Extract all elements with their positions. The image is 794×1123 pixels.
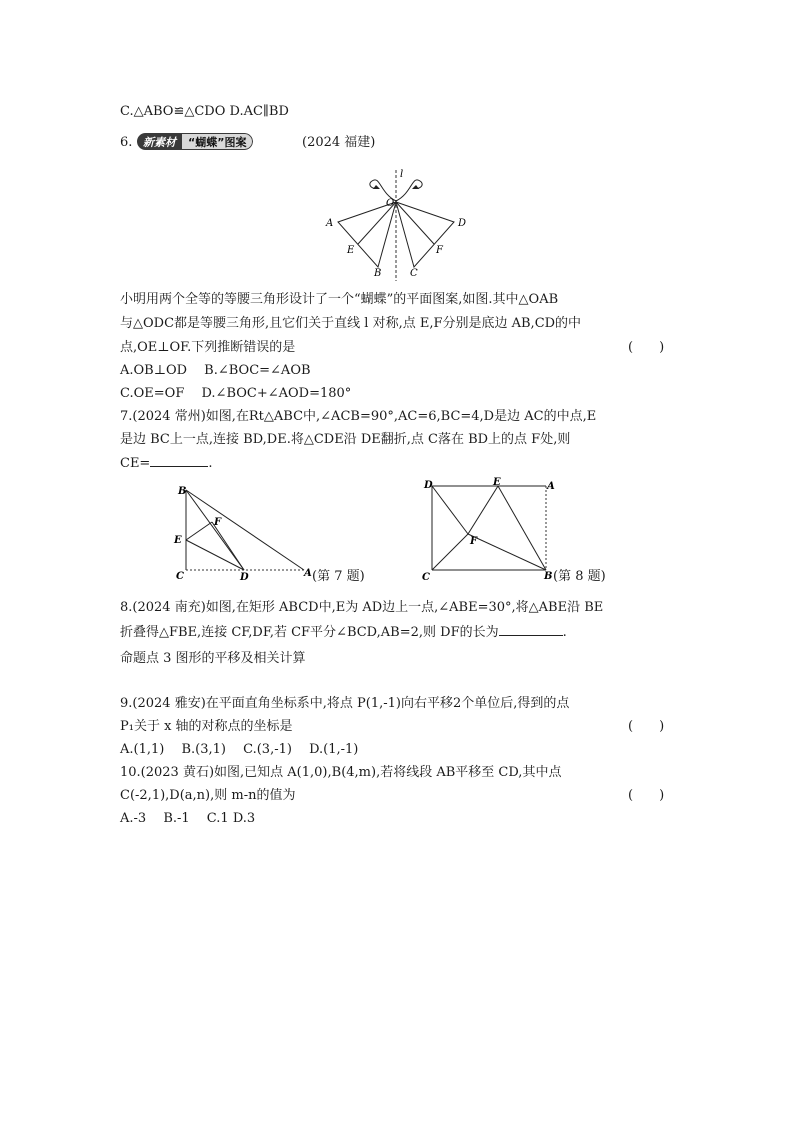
q6-answer-paren: ( ) bbox=[628, 340, 665, 355]
q5-options-cd: C.△ABO≌△CDO D.AC∥BD bbox=[120, 104, 289, 119]
q7-stem-3 bbox=[120, 454, 212, 473]
q10-answer-paren: ( ) bbox=[628, 788, 665, 803]
q6-options-cd: C.OE=OF D.∠BOC+∠AOD=180° bbox=[120, 386, 352, 401]
q6-stem-1: 小明用两个全等的等腰三角形设计了一个“蝴蝶”的平面图案,如图.其中△OAB bbox=[120, 292, 559, 307]
label-C: C bbox=[176, 571, 184, 582]
q9-stem-2: P₁关于 x 轴的对称点的坐标是 bbox=[120, 719, 293, 734]
butterfly-figure bbox=[320, 165, 480, 285]
q10-stem-1: 10.(2023 黄石)如图,已知点 A(1,0),B(4,m),若将线段 AB平移至 CD,其中点 bbox=[120, 765, 562, 780]
q8-period: . bbox=[562, 625, 567, 640]
label-F: F bbox=[436, 245, 443, 256]
q7-figure bbox=[170, 482, 330, 584]
q7-stem-2: 是边 BC上一点,连接 BD,DE.将△CDE沿 DE翻折,点 C落在 BD上的点 F处,则 bbox=[120, 432, 571, 447]
label-E: E bbox=[493, 477, 501, 488]
q9-stem-1: 9.(2024 雅安)在平面直角坐标系中,将点 P(1,-1)向右平移2个单位后,得到的点 bbox=[120, 696, 570, 711]
label-D: D bbox=[458, 218, 467, 229]
label-A: A bbox=[326, 218, 334, 229]
label-A: A bbox=[547, 481, 555, 492]
q8-answer-blank[interactable] bbox=[499, 623, 563, 636]
label-B: B bbox=[178, 486, 187, 497]
q6-options-ab: A.OB⊥OD B.∠BOC=∠AOB bbox=[120, 363, 311, 378]
label-B: B bbox=[374, 268, 382, 279]
label-B: B bbox=[544, 571, 553, 582]
label-D: D bbox=[240, 572, 249, 583]
q8-figure bbox=[420, 476, 570, 584]
label-l: l bbox=[400, 169, 404, 180]
q8-stem-2 bbox=[120, 623, 567, 642]
label-E: E bbox=[347, 245, 355, 256]
q7-ce-label: CE= bbox=[120, 456, 151, 471]
q6-number: 6. bbox=[120, 135, 133, 150]
label-E: E bbox=[174, 535, 182, 546]
label-F: F bbox=[470, 536, 478, 547]
label-A: A bbox=[304, 568, 312, 579]
q7-period: . bbox=[208, 456, 213, 471]
q7-answer-blank[interactable] bbox=[150, 454, 208, 467]
label-D: D bbox=[424, 480, 433, 491]
q8-stem-2-text: 折叠得△FBE,连接 CF,DF,若 CF平分∠BCD,AB=2,则 DF的长为 bbox=[120, 625, 499, 640]
q8-caption: (第 8 题) bbox=[553, 569, 606, 584]
q6-stem-2: 与△ODC都是等腰三角形,且它们关于直线 l 对称,点 E,F分别是底边 AB,CD的中 bbox=[120, 316, 582, 331]
label-C: C bbox=[422, 572, 430, 583]
q6-badge bbox=[137, 133, 253, 150]
q9-options: A.(1,1) B.(3,1) C.(3,-1) D.(1,-1) bbox=[120, 742, 359, 757]
q10-options: A.-3 B.-1 C.1 D.3 bbox=[120, 811, 256, 826]
q6-stem-3: 点,OE⊥OF.下列推断错误的是 bbox=[120, 340, 296, 355]
q7-stem-1: 7.(2024 常州)如图,在Rt△ABC中,∠ACB=90°,AC=6,BC=4,D是边 AC的中点,E bbox=[120, 409, 597, 424]
section-heading: 命题点 3 图形的平移及相关计算 bbox=[120, 651, 306, 666]
label-C: C bbox=[410, 268, 418, 279]
q7-caption: (第 7 题) bbox=[312, 569, 365, 584]
q10-stem-2: C(-2,1),D(a,n),则 m-n的值为 bbox=[120, 788, 296, 803]
q6-source: (2024 福建) bbox=[302, 135, 376, 150]
badge-butterfly: “蝴蝶”图案 bbox=[182, 133, 253, 150]
q9-answer-paren: ( ) bbox=[628, 719, 665, 734]
badge-new-material: 新素材 bbox=[137, 133, 182, 150]
q8-stem-1: 8.(2024 南充)如图,在矩形 ABCD中,E为 AD边上一点,∠ABE=30°,将△ABE沿 BE bbox=[120, 600, 604, 615]
label-O: O bbox=[386, 198, 395, 209]
label-F: F bbox=[214, 517, 222, 528]
